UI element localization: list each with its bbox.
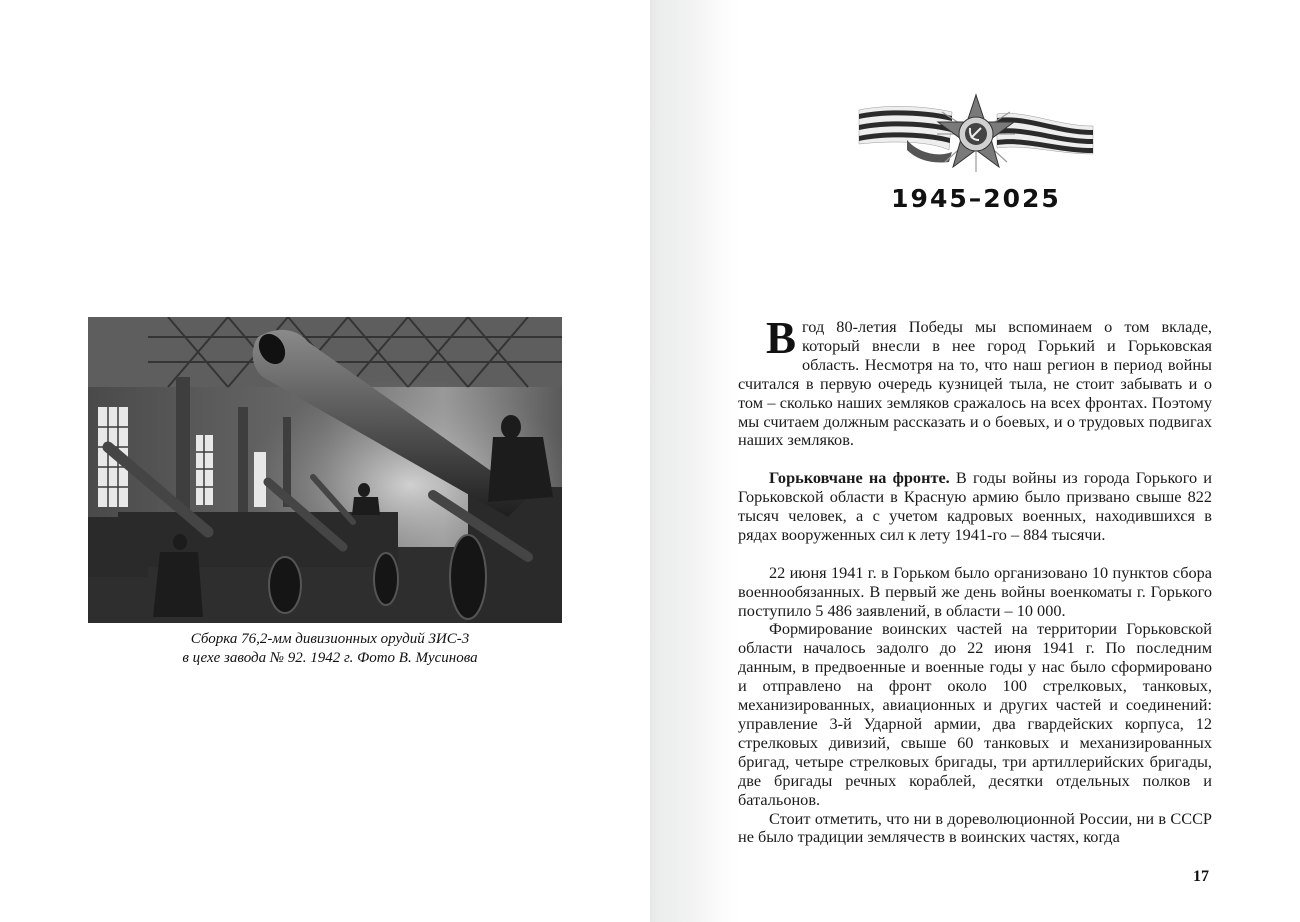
- photo-caption: [120, 630, 540, 668]
- paragraph-formations: Формирование воинских частей на территории Горьковской области началось задолго до 22 июня 1941 г. По последним данным, в предвоенные и военные годы у нас было сформировано и отправлено на фронт около 100 стрелковых, танковых, механизированных, авиационных и других частей и соединений: управление 3-й Ударной армии, два гвардейских корпуса, 12 стрелковых дивизий, свыше 60 танковых и механизированных бригад, четыре стрелковых бригады, три артиллерийских бригады, две бригады речных кораблей, десятки отдельных полков и батальонов.: [738, 619, 1212, 809]
- drop-cap: В: [766, 313, 797, 363]
- anniversary-years-heading: 1945–2025: [891, 184, 1061, 213]
- paragraph-intro-text: год 80-летия Победы мы вспоминаем о том вкладе, который внесли в нее город Горький и Горьковская область. Несмотря на то, что наш регион в период войны считался в первую очередь кузницей тыла, не стоит забывать и о том – сколько наших земляков сражалось на всех фронтах. Поэтому мы считаем должным рассказать и о боевых, и о трудовых подвигах наших земляков.: [738, 317, 1212, 450]
- section-lead-heading: Горьковчане на фронте.: [769, 468, 950, 488]
- factory-photo-illustration: [88, 317, 562, 623]
- st-george-ribbon-icon: [857, 92, 1095, 174]
- caption-line-1: Сборка 76,2-мм дивизионных орудий ЗИС-3: [190, 631, 470, 647]
- paragraph-front: [738, 469, 1212, 545]
- page-number: 17: [1193, 868, 1209, 885]
- order-of-patriotic-war-ribbon-icon: [857, 92, 1095, 174]
- paragraph-front-text: В годы войны из города Горького и Горьковской области в Красную армию было призвано свыше 822 тысяч человек, а с учетом кадровых военных, находившихся в рядах вооруженных сил к лету 1941-го – 884 тысячи.: [738, 468, 1212, 544]
- artillery-assembly-photo: [88, 317, 562, 623]
- paragraph-mobilization: 22 июня 1941 г. в Горьком было организовано 10 пунктов сбора военнообязанных. В первый же день войны военкоматы г. Горького поступило 5 486 заявлений, в области – 10 000.: [738, 562, 1212, 620]
- paragraph-tradition: Стоит отметить, что ни в дореволюционной России, ни в СССР не было традиции землячеств в воинских частях, когда: [738, 808, 1212, 847]
- article-body: [738, 313, 1212, 847]
- caption-line-2: в цехе завода № 92. 1942 г. Фото В. Мусинова: [182, 650, 478, 666]
- paragraph-intro: [738, 313, 1212, 450]
